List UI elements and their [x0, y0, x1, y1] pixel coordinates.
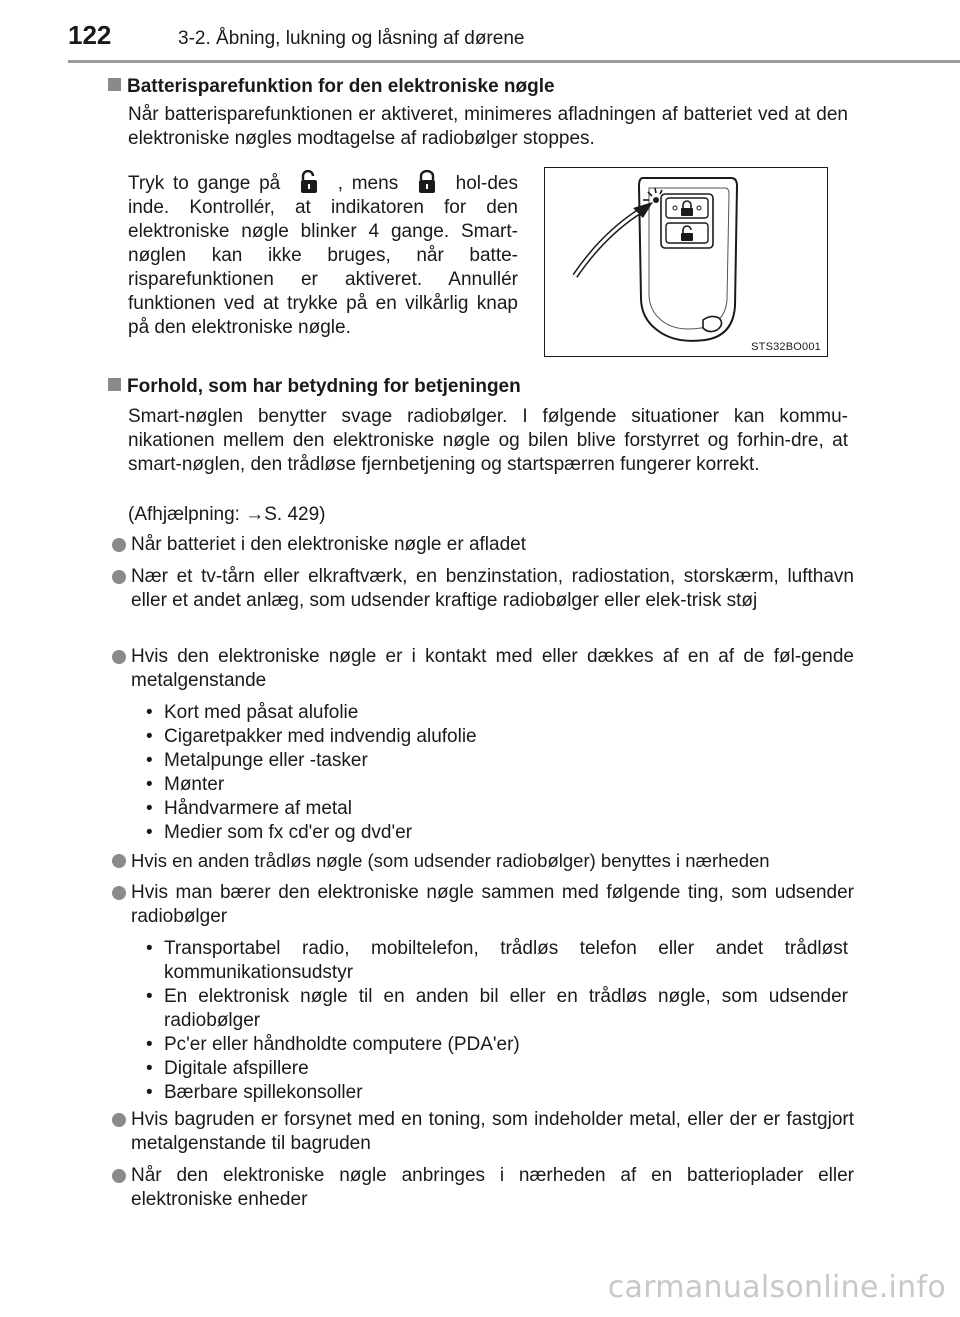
- conditions-intro: Smart-nøglen benytter svage radiobølger. I følgende situationer kan kommu-nikationen mellem den elektroniske nøgle og bilen blive forstyrret og forhin-dre, at smart-nøglen, den trådløse fjernbetjening og startspærren fungerer korrekt.: [128, 406, 848, 475]
- instruction-text-3: hol-des inde. Kontrollér, at indikatoren for den elektroniske nøgle blinker 4 gange. Smart-nøglen kan ikke bruges, når batte-risparefunktionen er aktiveret. Annullér funktionen ved at trykke på en vilkårlig knap på den elektroniske nøgle.: [128, 173, 518, 338]
- list-item: • Metalpunge eller -tasker: [146, 749, 848, 773]
- condition-bullet: [112, 1108, 854, 1156]
- section-heading-battery-saver: [108, 76, 555, 98]
- instruction-text-1: Tryk to gange på: [128, 173, 281, 194]
- key-fob-drawing: [545, 168, 827, 356]
- header-divider: [68, 60, 960, 63]
- section-heading-text: Forhold, som har betydning for betjeningen: [127, 376, 521, 397]
- square-bullet-icon: [108, 78, 121, 91]
- round-bullet-icon: [112, 650, 126, 664]
- list-item: • Digitale afspillere: [146, 1057, 848, 1081]
- page-number: 122: [68, 20, 112, 50]
- key-fob-illustration: [544, 167, 828, 357]
- battery-saver-intro: Når batterisparefunktionen er aktiveret, minimeres afladningen af batteriet ved at den elektroniske nøgles modtagelse af radiobølger stoppes.: [128, 104, 848, 149]
- condition-text: Hvis den elektroniske nøgle er i kontakt med eller dækkes af en af de føl-gende metalgenstande: [131, 646, 854, 691]
- condition-text: Når batteriet i den elektroniske nøgle er afladet: [131, 534, 526, 555]
- list-item: • Transportabel radio, mobiltelefon, trådløs telefon eller andet trådløst kommunikationsudstyr: [146, 937, 848, 985]
- round-bullet-icon: [112, 1169, 126, 1183]
- battery-saver-instructions: [128, 170, 518, 340]
- list-item: • Kort med påsat alufolie: [146, 701, 848, 725]
- list-item: • Cigaretpakker med indvendig alufolie: [146, 725, 848, 749]
- instruction-text-2: , mens: [337, 173, 399, 194]
- metal-items-list: [146, 701, 848, 845]
- list-item: • En elektronisk nøgle til en anden bil eller en trådløs nøgle, som udsender radiobølger: [146, 985, 848, 1033]
- section-heading-conditions: [108, 376, 521, 398]
- condition-bullet: [112, 645, 854, 693]
- condition-text: Hvis bagruden er forsynet med en toning, som indeholder metal, eller der er fastgjort metalgenstande til bagruden: [131, 1109, 854, 1154]
- section-heading-text: Batterisparefunktion for den elektroniske nøgle: [127, 76, 555, 97]
- chapter-title: 3-2. Åbning, lukning og låsning af dørene: [178, 28, 525, 49]
- list-item: • Mønter: [146, 773, 848, 797]
- condition-text: Hvis man bærer den elektroniske nøgle sammen med følgende ting, som udsender radiobølger: [131, 882, 854, 927]
- condition-bullet: [112, 533, 854, 557]
- round-bullet-icon: [112, 854, 126, 868]
- round-bullet-icon: [112, 570, 126, 584]
- list-item: • Bærbare spillekonsoller: [146, 1081, 848, 1105]
- condition-bullet: [112, 565, 854, 613]
- round-bullet-icon: [112, 538, 126, 552]
- lock-icon: [407, 170, 447, 194]
- unlock-icon: [289, 170, 329, 194]
- radio-items-list: [146, 937, 848, 1105]
- round-bullet-icon: [112, 1113, 126, 1127]
- figure-code: STS32BO001: [751, 341, 821, 353]
- remedy-reference: (Afhjælpning: →S. 429): [128, 504, 326, 525]
- condition-text: Når den elektroniske nøgle anbringes i nærheden af en batterioplader eller elektroniske enheder: [131, 1165, 854, 1210]
- condition-text: Nær et tv-tårn eller elkraftværk, en benzinstation, radiostation, storskærm, lufthavn eller et andet anlæg, som udsender kraftige radiobølger eller elek-trisk støj: [131, 566, 854, 611]
- condition-text: Hvis en anden trådløs nøgle (som udsender radiobølger) benyttes i nærheden: [131, 850, 770, 871]
- condition-bullet: [112, 1164, 854, 1212]
- condition-bullet: [112, 849, 854, 873]
- square-bullet-icon: [108, 378, 121, 391]
- watermark[interactable]: carmanualsonline.info: [607, 1270, 946, 1305]
- list-item: • Medier som fx cd'er og dvd'er: [146, 821, 848, 845]
- list-item: • Håndvarmere af metal: [146, 797, 848, 821]
- condition-bullet: [112, 881, 854, 929]
- round-bullet-icon: [112, 886, 126, 900]
- list-item: • Pc'er eller håndholdte computere (PDA'er): [146, 1033, 848, 1057]
